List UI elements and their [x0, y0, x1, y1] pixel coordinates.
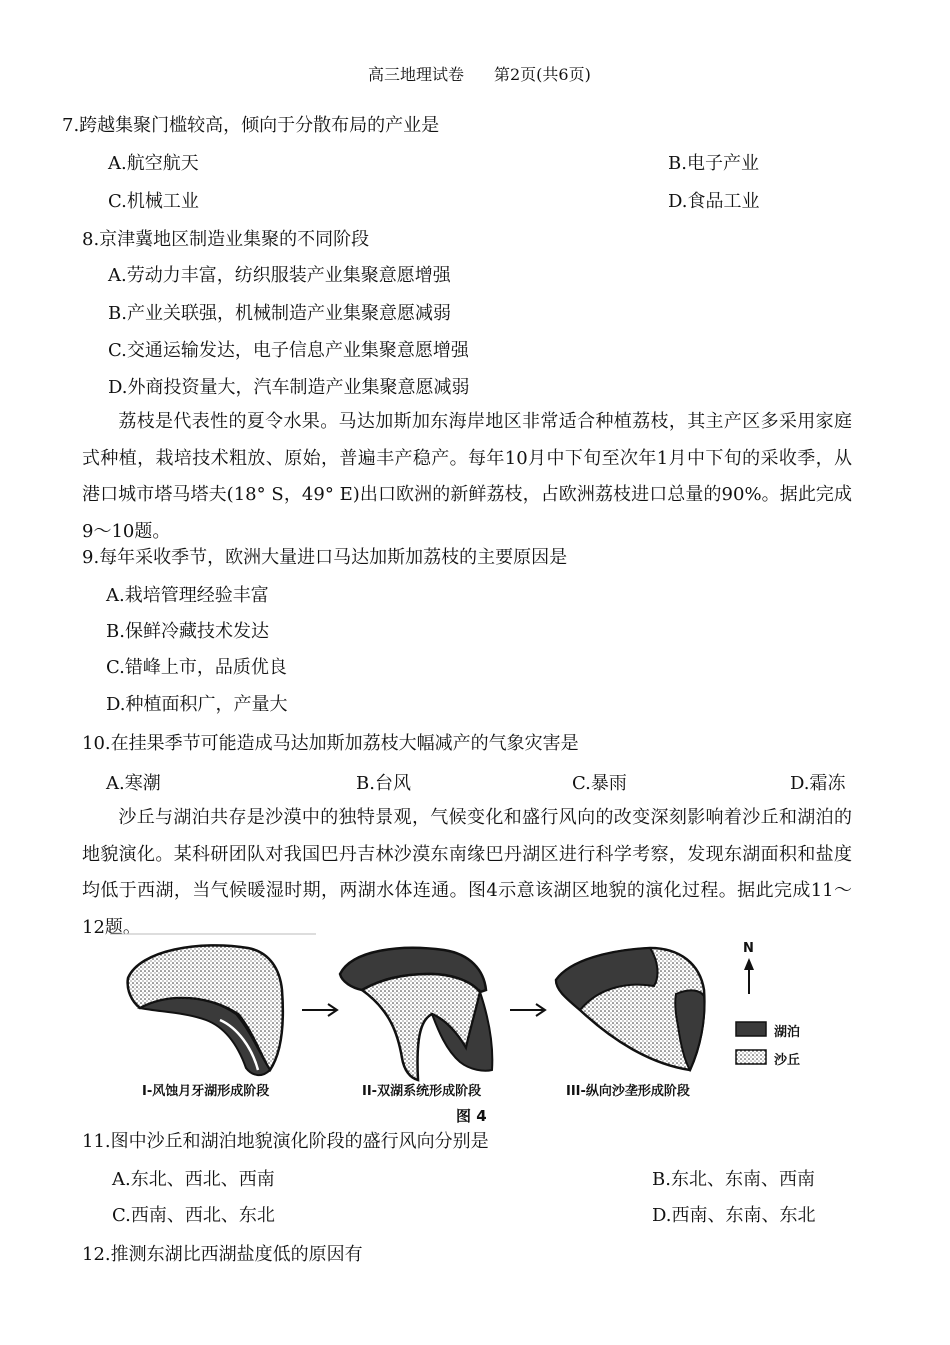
stage1-caption: I-风蚀月牙湖形成阶段: [142, 1084, 270, 1099]
q10-option-d: D.霜冻: [790, 773, 846, 794]
figure-4-diagram: [0, 930, 950, 1130]
q8-stem: 8.京津冀地区制造业集聚的不同阶段: [82, 229, 370, 250]
stage2-caption: II-双湖系统形成阶段: [362, 1084, 482, 1099]
stage3-diagram: [556, 948, 704, 1070]
q8-option-d: D.外商投资量大，汽车制造产业集聚意愿减弱: [108, 377, 470, 398]
q8-option-a: A.劳动力丰富，纺织服装产业集聚意愿增强: [108, 265, 451, 286]
legend-lake-label: 湖泊: [774, 1025, 801, 1040]
passage-dune-lake: [82, 800, 852, 946]
q9-option-c: C.错峰上市，品质优良: [106, 657, 287, 678]
q7-option-b: B.电子产业: [668, 153, 759, 174]
q10-option-c: C.暴雨: [572, 773, 627, 794]
passage-lychee: [82, 404, 852, 550]
q8-option-b: B.产业关联强，机械制造产业集聚意愿减弱: [108, 303, 451, 324]
page-header-number: 第2页(共6页): [494, 65, 591, 84]
q7-option-a: A.航空航天: [108, 153, 199, 174]
arrow-1-icon: [302, 1004, 337, 1016]
passage-lychee-text: 荔枝是代表性的夏令水果。马达加斯加东海岸地区非常适合种植荔枝，其主产区多采用家庭式种植，栽培技术粗放、原始，普遍丰产稳产。每年10月中下旬至次年1月中下旬的采收季，从港口城市塔马塔夫(18° S，49° E)出口欧洲的新鲜荔枝，占欧洲荔枝进口总量的90%。据此完成9～10题。: [82, 411, 852, 542]
q12-stem: 12.推测东湖比西湖盐度低的原因有: [82, 1244, 363, 1265]
q10-option-a: A.寒潮: [106, 773, 161, 794]
page-header-title: 高三地理试卷: [368, 65, 465, 84]
q7-option-c: C.机械工业: [108, 191, 199, 212]
stage2-diagram: [340, 948, 492, 1080]
q10-option-b: B.台风: [356, 773, 411, 794]
figure-title: 图 4: [456, 1107, 487, 1125]
q11-option-c: C.西南、西北、东北: [112, 1205, 275, 1226]
q7-option-d: D.食品工业: [668, 191, 760, 212]
q9-option-d: D.种植面积广，产量大: [106, 694, 288, 715]
stage1-diagram: [128, 945, 283, 1075]
north-label: N: [743, 941, 754, 956]
q10-stem: 10.在挂果季节可能造成马达加斯加荔枝大幅减产的气象灾害是: [82, 733, 579, 754]
stage3-caption: III-纵向沙垄形成阶段: [566, 1084, 690, 1099]
north-arrow-icon: [744, 958, 754, 994]
legend-lake-swatch: [736, 1022, 766, 1036]
q9-option-b: B.保鲜冷藏技术发达: [106, 621, 269, 642]
arrow-2-icon: [510, 1004, 545, 1016]
legend-dune-swatch: [736, 1050, 766, 1064]
q11-stem: 11.图中沙丘和湖泊地貌演化阶段的盛行风向分别是: [82, 1131, 489, 1152]
q9-option-a: A.栽培管理经验丰富: [106, 585, 269, 606]
legend-dune-label: 沙丘: [774, 1053, 801, 1068]
q11-option-d: D.西南、东南、东北: [652, 1205, 816, 1226]
passage-dune-lake-text: 沙丘与湖泊共存是沙漠中的独特景观，气候变化和盛行风向的改变深刻影响着沙丘和湖泊的地貌演化。某科研团队对我国巴丹吉林沙漠东南缘巴丹湖区进行科学考察，发现东湖面积和盐度均低于西湖，当气候暖湿时期，两湖水体连通。图4示意该湖区地貌的演化过程。据此完成11～12题。: [82, 807, 852, 938]
q11-option-b: B.东北、东南、西南: [652, 1169, 815, 1190]
q11-option-a: A.东北、西北、西南: [112, 1169, 275, 1190]
q8-option-c: C.交通运输发达，电子信息产业集聚意愿增强: [108, 340, 469, 361]
q9-stem: 9.每年采收季节，欧洲大量进口马达加斯加荔枝的主要原因是: [82, 547, 568, 568]
q7-stem: 7.跨越集聚门槛较高，倾向于分散布局的产业是: [62, 115, 440, 136]
